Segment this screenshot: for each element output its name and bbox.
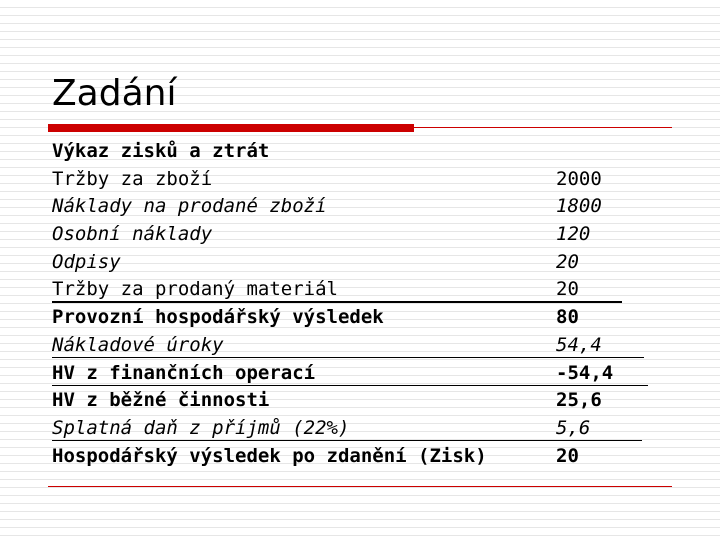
row-label: HV z běžné činnosti xyxy=(52,389,270,412)
statement-row xyxy=(52,276,652,304)
row-value: 120 xyxy=(556,223,591,246)
statement-row xyxy=(52,332,652,360)
row-label: HV z finančních operací xyxy=(52,361,316,384)
statement-row xyxy=(52,166,652,194)
statement-total-row xyxy=(52,443,652,471)
statement-row xyxy=(52,415,652,443)
row-label: Splatná daň z příjmů (22%) xyxy=(52,416,350,439)
title-accent-line xyxy=(414,127,672,128)
row-label: Tržby za prodaný materiál xyxy=(52,278,338,301)
footer-divider xyxy=(48,486,672,487)
row-label: Provozní hospodářský výsledek xyxy=(52,306,384,329)
statement-row xyxy=(52,221,652,249)
statement-subtotal-row xyxy=(52,387,652,415)
row-value: 5,6 xyxy=(556,416,591,439)
statement-row xyxy=(52,249,652,277)
row-value: 80 xyxy=(556,306,579,329)
statement-row xyxy=(52,193,652,221)
slide-title: Zadání xyxy=(52,73,177,114)
row-label: Nákladové úroky xyxy=(52,333,224,356)
statement-heading-row xyxy=(52,138,652,166)
row-value: -54,4 xyxy=(556,361,614,384)
row-value: 20 xyxy=(556,250,579,273)
row-label: Tržby za zboží xyxy=(52,167,213,190)
row-value: 1800 xyxy=(556,195,602,218)
row-label: Hospodářský výsledek po zdanění (Zisk) xyxy=(52,444,487,467)
row-label: Osobní náklady xyxy=(52,223,213,246)
row-value: 54,4 xyxy=(556,333,602,356)
row-label: Odpisy xyxy=(52,250,121,273)
income-statement xyxy=(52,138,652,470)
row-value: 25,6 xyxy=(556,389,602,412)
statement-heading: Výkaz zisků a ztrát xyxy=(52,140,270,162)
statement-subtotal-row xyxy=(52,304,652,332)
row-value: 2000 xyxy=(556,167,602,190)
row-label: Náklady na prodané zboží xyxy=(52,195,327,218)
title-accent-bar xyxy=(48,124,414,132)
statement-subtotal-row xyxy=(52,360,652,388)
row-value: 20 xyxy=(556,444,579,467)
row-value: 20 xyxy=(556,278,579,301)
